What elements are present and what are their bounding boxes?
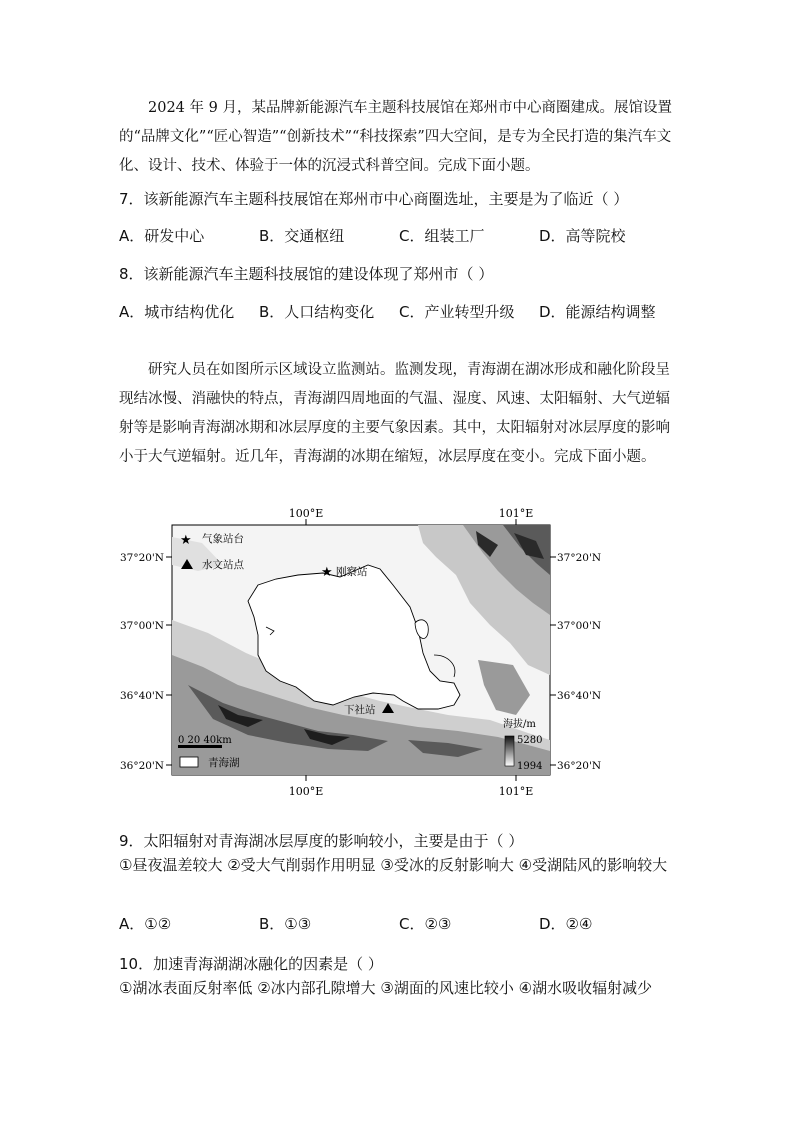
scale-label: 0 20 40km: [178, 735, 232, 746]
q9-stem: 9．太阳辐射对青海湖冰层厚度的影响较小，主要是由于（ ）: [119, 832, 524, 850]
q10-stem: 10．加速青海湖湖冰融化的因素是（ ）: [119, 955, 383, 973]
lat-label-right-4: 36°20'N: [557, 760, 602, 772]
q7-option-a[interactable]: A．研发中心: [119, 227, 205, 245]
elev-min: 1994: [517, 761, 543, 772]
q8-option-c[interactable]: C．产业转型升级: [399, 303, 515, 321]
passage-1: 2024 年 9 月，某品牌新能源汽车主题科技展馆在郑州市中心商圈建成。展馆设置的“品牌文化”“匠心智造”“创新技术”“科技探索”四大空间，是专为全民打造的集汽车文化、设计、技术、体验于一体的沉浸式科普空间。完成下面小题。: [119, 100, 672, 174]
lat-label-right-1: 37°20'N: [557, 552, 602, 564]
elev-title: 海拔/m: [503, 719, 536, 730]
lat-label-right-3: 36°40'N: [557, 690, 602, 702]
lat-label-left-1: 37°20'N: [119, 552, 164, 564]
q9-option-b[interactable]: B．①③: [259, 915, 312, 933]
weather-station-icon: ★: [180, 533, 192, 548]
q9-options: [119, 913, 699, 939]
station-xiashe-label: 下社站: [344, 704, 376, 716]
lon-label-top-101: 101°E: [498, 507, 534, 520]
q10-statements: ①湖冰表面反射率低 ②冰内部孔隙增大 ③湖面的风速比较小 ④湖水吸收辐射减少: [119, 979, 653, 997]
station-gangcha-label: 刚察站: [336, 566, 368, 578]
legend-weather-label: 气象站台: [202, 533, 244, 545]
q9-statements: ①昼夜温差较大 ②受大气削弱作用明显 ③受冰的反射影响大 ④受湖陆风的影响较大: [119, 856, 668, 874]
q7-stem: 7．该新能源汽车主题科技展馆在郑州市中心商圈选址，主要是为了临近（ ）: [119, 190, 629, 208]
lat-label-left-2: 37°00'N: [119, 620, 164, 632]
lat-label-left-4: 36°20'N: [119, 760, 164, 772]
q9-option-d[interactable]: D．②④: [539, 915, 593, 933]
passage-2: 研究人员在如图所示区域设立监测站。监测发现，青海湖在湖冰形成和融化阶段呈现结冰慢、消融快的特点，青海湖四周地面的气温、湿度、风速、太阳辐射、大气逆辐射等是影响青海湖冰期和冰层厚度的主要气象因素。其中，太阳辐射对冰层厚度的影响小于大气逆辐射。近几年，青海湖的冰期在缩短，冰层厚度在变小。完成下面小题。: [119, 362, 670, 465]
elevation-scale-bar: [505, 736, 514, 766]
q7-option-d[interactable]: D．高等院校: [539, 227, 626, 245]
lon-label-bottom-101: 101°E: [498, 785, 534, 798]
lon-label-bottom-100: 100°E: [288, 785, 324, 798]
q8-options: [119, 301, 699, 327]
lake-legend-swatch: [180, 757, 198, 767]
q9-option-c[interactable]: C．②③: [399, 915, 452, 933]
elev-max: 5280: [517, 735, 543, 746]
q7-option-b[interactable]: B．交通枢纽: [259, 227, 345, 245]
q7-options: [119, 225, 699, 251]
lon-label-top-100: 100°E: [288, 507, 324, 520]
q7-option-c[interactable]: C．组装工厂: [399, 227, 485, 245]
q8-option-b[interactable]: B．人口结构变化: [259, 303, 375, 321]
lat-label-right-2: 37°00'N: [557, 620, 602, 632]
legend-hydro-label: 水文站点: [202, 559, 244, 571]
q8-stem: 8．该新能源汽车主题科技展馆的建设体现了郑州市（ ）: [119, 265, 494, 283]
gangcha-station-icon: ★: [321, 565, 333, 580]
q8-option-a[interactable]: A．城市结构优化: [119, 303, 235, 321]
q8-option-d[interactable]: D．能源结构调整: [539, 303, 656, 321]
qinghai-lake-map: [118, 505, 602, 798]
q9-option-a[interactable]: A．①②: [119, 915, 172, 933]
lat-label-left-3: 36°40'N: [119, 690, 164, 702]
legend-lake-label: 青海湖: [208, 757, 240, 769]
